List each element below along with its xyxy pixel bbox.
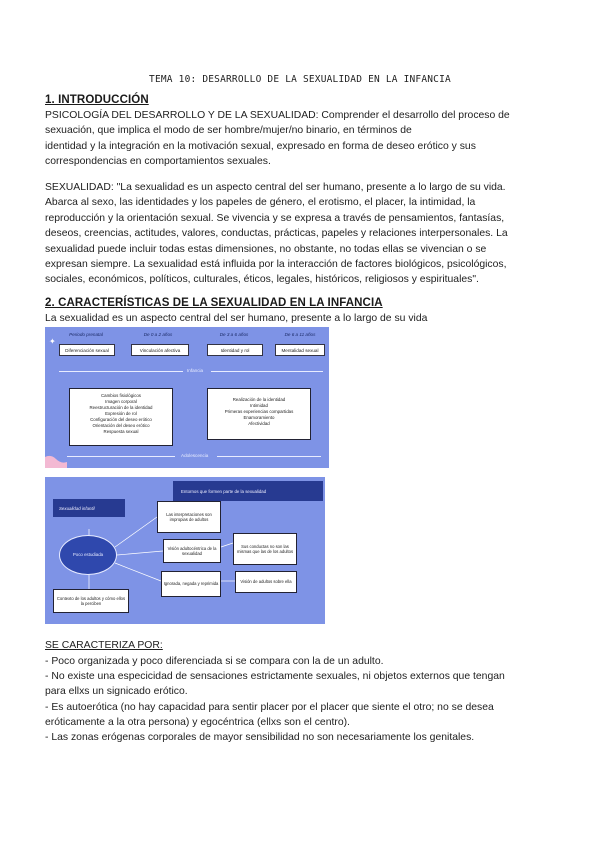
list-item (45, 654, 560, 669)
panel-item: Afectividad (248, 421, 270, 426)
panel-item: Configuración del deseo erótico (90, 417, 152, 422)
adolescencia-label: Adolescencia (181, 453, 209, 458)
concept-node: Visión de adultos sobre ella (235, 571, 297, 593)
list-heading: SE CARACTERIZA POR: (45, 640, 163, 651)
text-line: reproducción y la orientación sexual. Se vivencia y se expresa a través de pensamientos, fantasías, (45, 212, 505, 224)
timeline-rule (211, 371, 323, 372)
text-line: deseos, creencias, actitudes, valores, conductas, prácticas, papeles y relaciones interpersonales. La (45, 228, 508, 240)
infancia-label: Infancia (187, 368, 204, 373)
text-line: - Es autoerótica (no hay capacidad para sentir placer por el placer que siente el otro; no se desea (45, 701, 494, 713)
decorative-wave-icon (45, 454, 67, 468)
text-line: - Poco organizada y poco diferenciada si se compara con la de un adulto. (45, 656, 384, 667)
text-line: La sexualidad es un aspecto central del ser humano, presente a lo largo de su vida (45, 313, 428, 324)
text-line: correspondencias en comportamientos sexuales. (45, 156, 271, 168)
top-banner: Entornos que formen parte de la sexualidad (173, 481, 323, 501)
text-line: sexualidad puede incluir todas estas dimensiones, no obstante, no todas ellas se vivencian o se (45, 243, 487, 255)
timeline-rule (59, 371, 183, 372)
list-item (45, 730, 560, 745)
timeline-rule (217, 456, 321, 457)
sexualidad-infantil-concept-map (45, 477, 325, 624)
text-line: identidad y la integración en la motivación sexual, expresado en forma de deseo erótico y sus (45, 140, 476, 152)
stage-header: De 3 a 6 años (219, 332, 249, 337)
section-heading-introduccion: 1. INTRODUCCIÓN (45, 94, 149, 106)
text-line: - Las zonas erógenas corporales de mayor sensibilidad no son necesariamente los genitales. (45, 732, 475, 744)
stage-box: Identidad y rol (207, 344, 263, 356)
panel-item: Imagen corporal (105, 399, 137, 404)
stage-header: De 6 a 11 años (284, 332, 316, 337)
concept-node: Ignorada, negada y reprimida (161, 571, 221, 597)
timeline-rule (67, 456, 175, 457)
list-item (45, 669, 560, 699)
concept-node: Visión adultocéntrica de la sexualidad (163, 539, 221, 563)
paragraph-psicologia (45, 108, 555, 170)
stage-box: Diferenciación sexual (59, 344, 115, 356)
characteristics-list (45, 654, 560, 745)
text-line: sexuación, que implica el modo de ser hombre/mujer/no binario, en términos de (45, 125, 412, 137)
paragraph-sexualidad-definicion (45, 180, 555, 288)
adolescence-experiences-panel (207, 388, 311, 440)
adolescence-changes-panel (69, 388, 173, 446)
left-banner: Sexualidad infantil (53, 499, 125, 517)
document-title: TEMA 10: DESARROLLO DE LA SEXUALIDAD EN LA INFANCIA (149, 74, 451, 85)
text-line: eróticamente a la otra persona) y egocéntrica (ellxs son el centro). (45, 716, 350, 728)
development-stages-diagram (45, 327, 329, 468)
central-circle: Poco estudiada (59, 535, 117, 575)
panel-item: Respuesta sexual (103, 429, 139, 434)
panel-item: Cambios fisiológicos (100, 393, 142, 398)
stage-box: Vinculación afectiva (131, 344, 189, 356)
stage-header: Periodo prenatal (69, 332, 103, 337)
stage-header: De 0 a 2 años (143, 332, 173, 337)
section-heading-caracteristicas: 2. CARACTERÍSTICAS DE LA SEXUALIDAD EN LA INFANCIA (45, 297, 383, 309)
text-line: sociales, económicos, políticos, culturales, éticos, legales, históricos, religiosos y espirituales". (45, 274, 479, 286)
concept-node: Las interpretaciones son impropias de adultos (157, 501, 221, 533)
list-item (45, 700, 560, 730)
sparkle-icon: ✦ (49, 337, 56, 346)
text-line: expresan siempre. La sexualidad está influida por la interacción de factores biológicos, psicológicos, (45, 259, 507, 271)
text-line: - No existe una especicidad de sensaciones estrictamente sexuales, ni objetos externos que tengan (45, 671, 505, 683)
paragraph-intro-section2 (45, 311, 555, 326)
panel-item: Reestructuración de la identidad (89, 405, 153, 410)
text-line: PSICOLOGÍA DEL DESARROLLO Y DE LA SEXUALIDAD: Comprender el desarrollo del proceso de (45, 110, 510, 121)
stage-box: Mentalidad sexual (275, 344, 325, 356)
panel-item: Enamoramiento (243, 415, 275, 420)
panel-item: Primeras experiencias compartidas (224, 409, 294, 414)
bottom-note: Contexto de los adultos y cómo ellos la perciben (53, 589, 129, 613)
panel-item: Expresión de rol (105, 411, 137, 416)
text-line: Abarca al sexo, las identidades y los papeles de género, el erotismo, el placer, la intimidad, la (45, 197, 476, 209)
panel-item: Realización de la identidad (232, 397, 286, 402)
panel-item: Intimidad (250, 403, 268, 408)
concept-node: Sus conductas no son las mismas que las de los adultos (233, 533, 297, 565)
text-line: SEXUALIDAD: "La sexualidad es un aspecto central del ser humano, presente a lo largo de su vida. (45, 182, 506, 193)
text-line: para ellxs un signicado erótico. (45, 686, 188, 698)
panel-item: Orientación del deseo erótico (92, 423, 150, 428)
